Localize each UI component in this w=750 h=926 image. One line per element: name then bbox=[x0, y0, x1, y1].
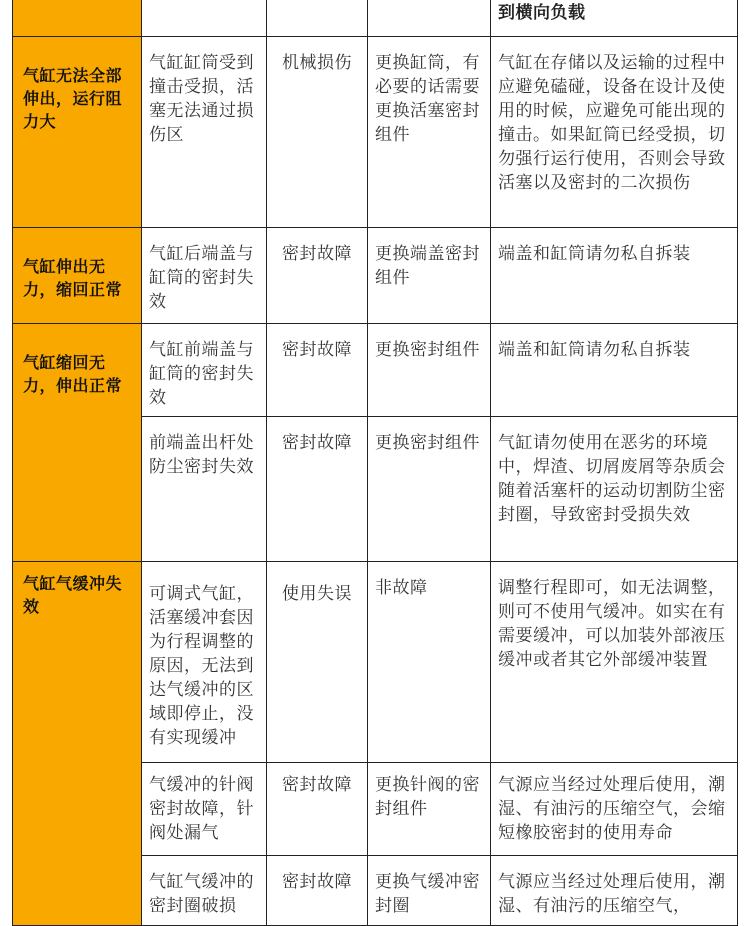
solution-cell bbox=[368, 0, 491, 37]
cause-cell: 气缓冲的针阀密封故障，针阀处漏气 bbox=[142, 763, 267, 856]
table-row bbox=[13, 562, 738, 763]
table-row bbox=[13, 0, 738, 37]
solution-cell: 更换端盖密封组件 bbox=[368, 228, 491, 324]
cause-cell: 气缸前端盖与缸筒的密封失效 bbox=[142, 324, 267, 417]
cause-cell bbox=[142, 0, 267, 37]
solution-cell: 更换针阀的密封组件 bbox=[368, 763, 491, 856]
solution-cell: 更换缸筒，有必要的话需要更换活塞密封组件 bbox=[368, 37, 491, 228]
cause-cell: 气缸后端盖与缸筒的密封失效 bbox=[142, 228, 267, 324]
table-row bbox=[13, 228, 738, 324]
solution-cell: 非故障 bbox=[368, 562, 491, 763]
category-cell: 机械损伤 bbox=[267, 37, 368, 228]
remark-cell: 调整行程即可，如无法调整，则可不使用气缓冲。如实在有需要缓冲，可以加装外部液压缓冲或者其它外部缓冲装置 bbox=[491, 562, 738, 763]
category-cell: 密封故障 bbox=[267, 324, 368, 417]
table-row bbox=[13, 324, 738, 417]
remark-cell: 气缸在存储以及运输的过程中应避免磕碰，设备在设计及使用的时候，应避免可能出现的撞击。如果缸筒已经受损，切勿强行运行使用，否则会导致活塞以及密封的二次损伤 bbox=[491, 37, 738, 228]
category-cell: 使用失误 bbox=[267, 562, 368, 763]
remark-cell: 到横向负载 bbox=[491, 0, 738, 37]
cause-cell: 气缸缸筒受到撞击受损，活塞无法通过损伤区 bbox=[142, 37, 267, 228]
fault-cell: 气缸气缓冲失效 bbox=[13, 562, 142, 926]
category-cell: 密封故障 bbox=[267, 417, 368, 562]
cause-cell: 可调式气缸，活塞缓冲套因为行程调整的原因，无法到达气缓冲的区域即停止，没有实现缓冲 bbox=[142, 562, 267, 763]
troubleshooting-table bbox=[12, 0, 738, 926]
remark-cell: 端盖和缸筒请勿私自拆装 bbox=[491, 228, 738, 324]
category-cell bbox=[267, 0, 368, 37]
remark-cell: 端盖和缸筒请勿私自拆装 bbox=[491, 324, 738, 417]
remark-cell: 气缸请勿使用在恶劣的环境中，焊渣、切屑废屑等杂质会随着活塞杆的运动切割防尘密封圈，导致密封受损失效 bbox=[491, 417, 738, 562]
category-cell: 密封故障 bbox=[267, 856, 368, 926]
table-row bbox=[13, 37, 738, 228]
solution-cell: 更换密封组件 bbox=[368, 417, 491, 562]
cause-cell: 前端盖出杆处防尘密封失效 bbox=[142, 417, 267, 562]
cause-cell: 气缸气缓冲的密封圈破损 bbox=[142, 856, 267, 926]
fault-cell: 气缸缩回无力，伸出正常 bbox=[13, 324, 142, 562]
fault-cell: 气缸伸出无力，缩回正常 bbox=[13, 228, 142, 324]
solution-cell: 更换气缓冲密封圈 bbox=[368, 856, 491, 926]
category-cell: 密封故障 bbox=[267, 228, 368, 324]
remark-cell: 气源应当经过处理后使用，潮湿、有油污的压缩空气，会缩短橡胶密封的使用寿命 bbox=[491, 763, 738, 856]
fault-cell: 气缸无法全部伸出，运行阻力大 bbox=[13, 37, 142, 228]
solution-cell: 更换密封组件 bbox=[368, 324, 491, 417]
category-cell: 密封故障 bbox=[267, 763, 368, 856]
remark-cell: 气源应当经过处理后使用，潮湿、有油污的压缩空气， bbox=[491, 856, 738, 926]
fault-cell bbox=[13, 0, 142, 37]
